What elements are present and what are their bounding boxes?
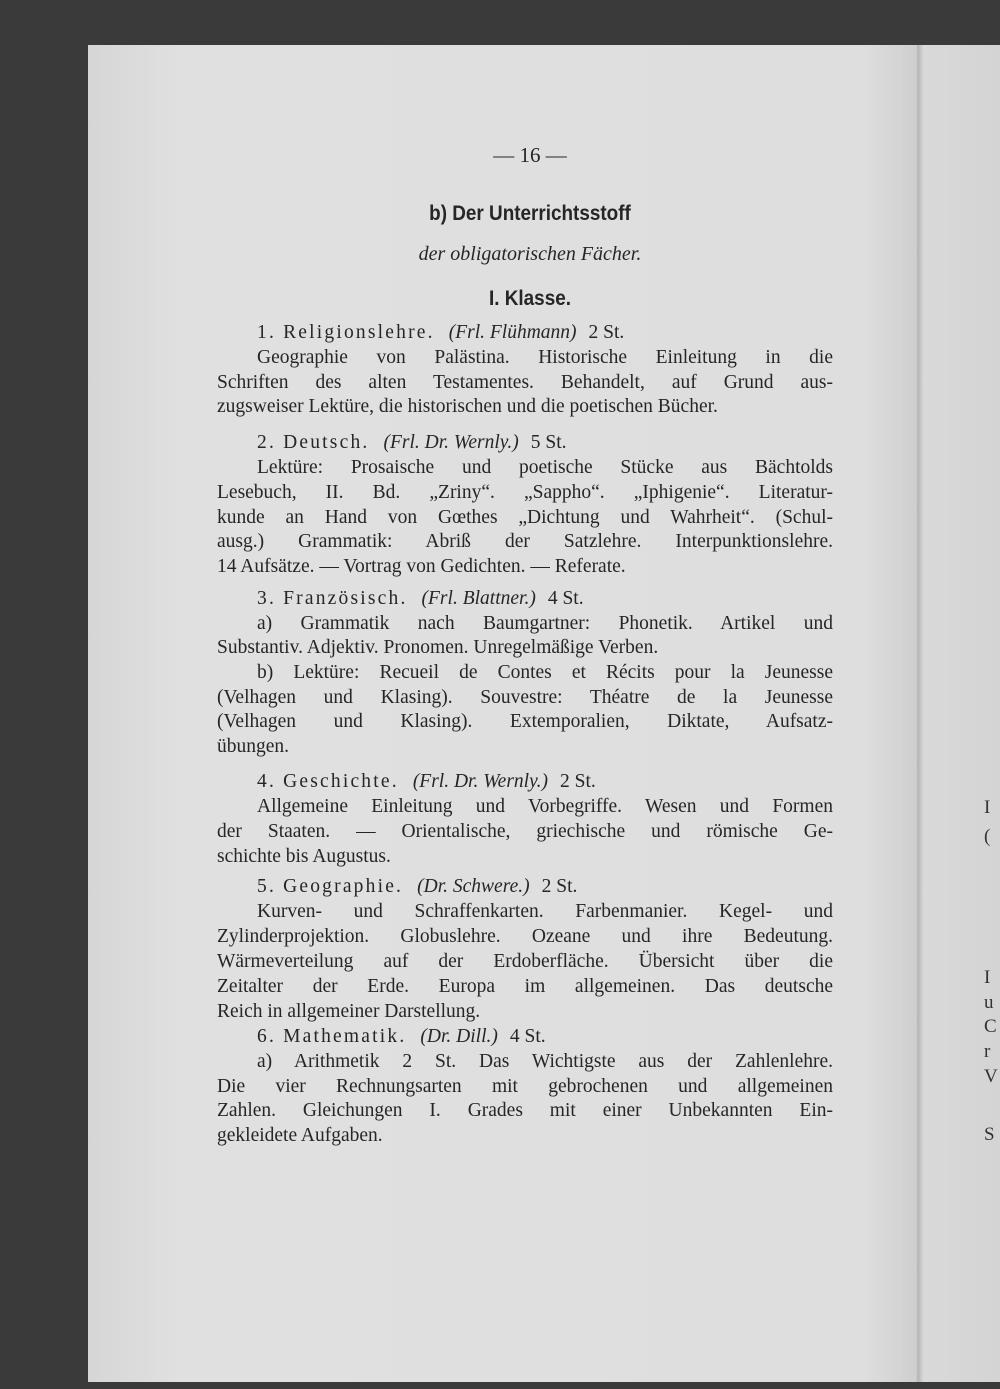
hours: 2 St. [541,876,578,897]
subject-name: 3. Französisch. [257,588,408,609]
subject-heading [257,770,596,794]
text-line: Allgemeine Einleitung und Vorbegriffe. Wesen und Formen [257,796,833,817]
facing-page-fragment: I [984,797,991,818]
class-heading: I. Klasse. [489,287,571,310]
text-line: kunde an Hand von Gœthes „Dichtung und Wahrheit“. (Schul- [217,507,833,528]
facing-page-fragment: S [984,1124,995,1145]
text-line: Lektüre: Prosaische und poetische Stücke aus Bächtolds [257,457,833,478]
text-line: Lesebuch, II. Bd. „Zriny“. „Sappho“. „Iphigenie“. Literatur- [217,482,833,503]
text-line: Zeitalter der Erde. Europa im allgemeinen. Das deutsche [217,976,833,997]
text-line: Zahlen. Gleichungen I. Grades mit einer Unbekannten Ein- [217,1100,833,1121]
subject-heading [257,1025,546,1049]
subject-name: 2. Deutsch. [257,432,370,453]
facing-page-fragment: ( [984,826,991,847]
section-subtitle: der obligatorischen Fächer. [418,243,642,265]
text-line: (Velhagen und Klasing). Extemporalien, Diktate, Aufsatz- [217,711,833,732]
text-line: Die vier Rechnungsarten mit gebrochenen und allgemeinen [217,1076,833,1097]
facing-page-fragment: u [984,992,994,1013]
text-line: a) Arithmetik 2 St. Das Wichtigste aus der Zahlenlehre. [257,1051,833,1072]
teacher-name: (Frl. Dr. Wernly.) [383,432,519,453]
subject-heading [257,321,624,345]
facing-page-fragment: r [984,1041,991,1062]
text-line: Schriften des alten Testamentes. Behandelt, auf Grund aus- [217,372,833,393]
section-title: b) Der Unterrichtsstoff [429,202,631,225]
text-line: der Staaten. — Orientalische, griechische und römische Ge- [217,821,833,842]
page-number: — 16 — [493,143,567,167]
hours: 4 St. [547,588,584,609]
hours: 5 St. [530,432,567,453]
text-line: 14 Aufsätze. — Vortrag von Gedichten. — Referate. [217,556,626,577]
hours: 2 St. [560,771,596,792]
teacher-name: (Frl. Dr. Wernly.) [412,771,549,792]
text-line: Zylinderprojektion. Globuslehre. Ozeane und ihre Bedeutung. [217,926,833,947]
text-line: übungen. [217,736,290,757]
teacher-name: (Dr. Schwere.) [417,876,530,897]
hours: 4 St. [509,1026,546,1047]
teacher-name: (Frl. Flühmann) [448,322,577,343]
teacher-name: (Dr. Dill.) [420,1026,498,1047]
text-line: Wärmeverteilung auf der Erdoberfläche. Übersicht über die [217,951,833,972]
text-line: Reich in allgemeiner Darstellung. [217,1001,481,1022]
text-line: gekleidete Aufgaben. [217,1125,383,1146]
text-line: zugsweiser Lektüre, die historischen und die poetischen Bücher. [217,396,718,417]
subject-name: 5. Geographie. [257,876,404,897]
text-line: a) Grammatik nach Baumgartner: Phonetik. Artikel und [257,613,833,634]
hours: 2 St. [588,322,625,343]
facing-page-fragment: V [984,1066,998,1087]
subject-heading [257,587,584,611]
subject-name: 1. Religionslehre. [257,322,435,343]
subject-heading [257,431,566,455]
subject-name: 6. Mathematik. [257,1026,407,1047]
teacher-name: (Frl. Blattner.) [421,588,536,609]
text-line: Substantiv. Adjektiv. Pronomen. Unregelmäßige Verben. [217,637,659,658]
subject-heading [257,875,577,899]
facing-page-fragment: I [984,967,991,988]
text-line: (Velhagen und Klasing). Souvestre: Théatre de la Jeunesse [217,687,833,708]
text-line: Geographie von Palästina. Historische Einleitung in die [257,347,833,368]
text-line: schichte bis Augustus. [217,846,391,867]
text-line: ausg.) Grammatik: Abriß der Satzlehre. Interpunktionslehre. [217,531,833,552]
facing-page-fragment: C [984,1016,997,1037]
text-line: Kurven- und Schraffenkarten. Farbenmanier. Kegel- und [257,901,833,922]
text-line: b) Lektüre: Recueil de Contes et Récits pour la Jeunesse [257,662,833,683]
subject-name: 4. Geschichte. [257,771,399,792]
